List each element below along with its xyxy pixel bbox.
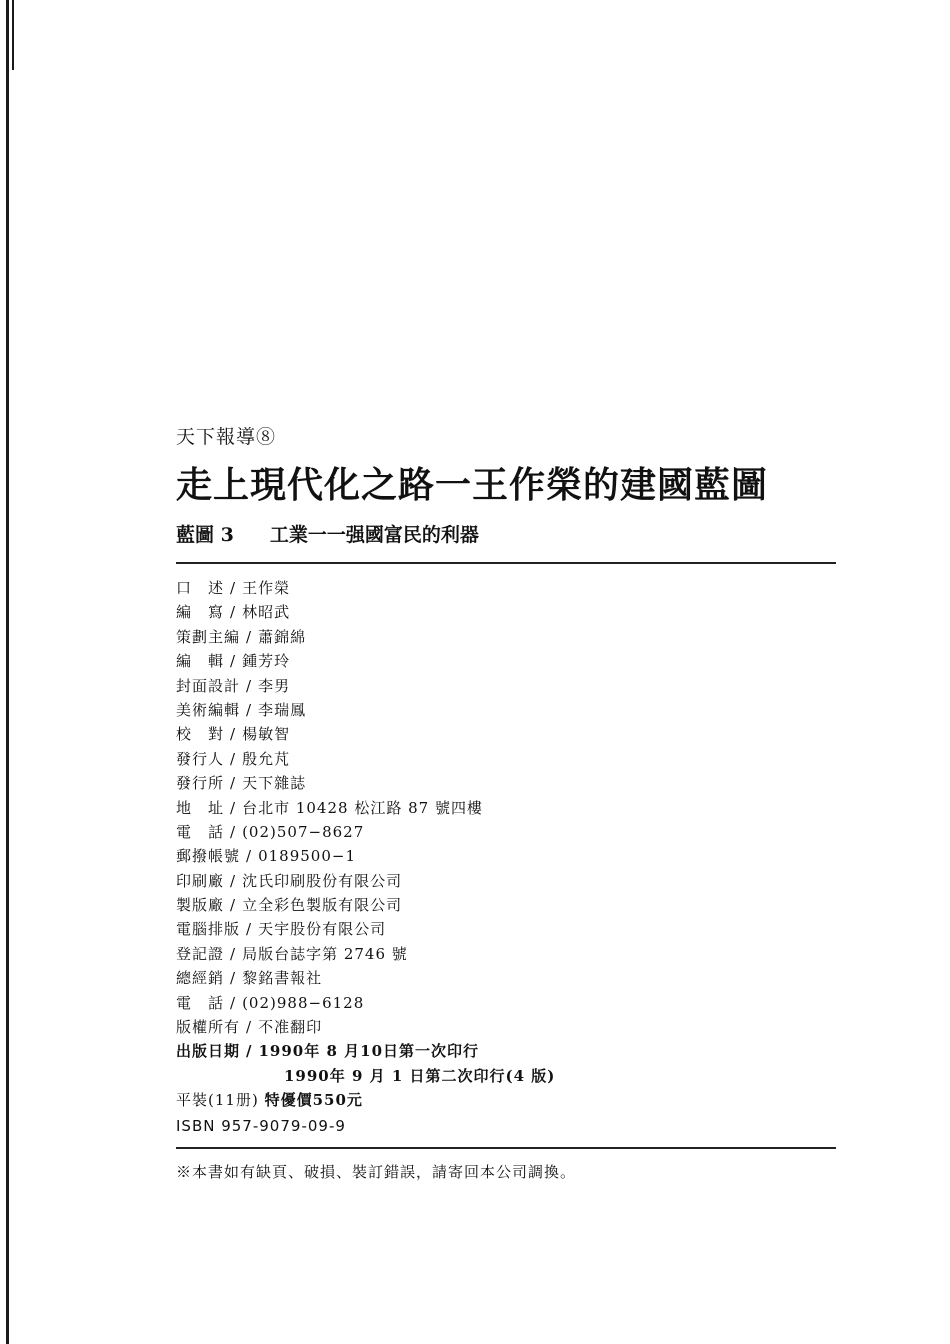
- credit-row: [176, 966, 836, 990]
- credit-value: 蕭錦綿: [258, 627, 307, 646]
- credit-label: 登記證: [176, 944, 225, 963]
- separator: /: [246, 676, 253, 695]
- credit-label: 編 寫: [176, 603, 225, 622]
- credit-value: 0189500−1: [258, 847, 356, 866]
- credit-row: [176, 796, 836, 820]
- credit-label: 口 述: [176, 579, 225, 597]
- binding-edge: [0, 0, 18, 1344]
- separator: /: [230, 798, 237, 817]
- second-printing-row: [176, 1064, 836, 1088]
- separator: /: [246, 700, 253, 719]
- credit-value: 王作榮: [242, 579, 291, 597]
- binding-format: 平裝(11册): [176, 1091, 259, 1110]
- replacement-note: ※本書如有缺頁、破損、裝訂錯誤，請寄回本公司調換。: [176, 1162, 577, 1181]
- separator: /: [230, 969, 237, 988]
- credit-row: [176, 625, 836, 649]
- separator: /: [246, 627, 253, 646]
- separator: /: [246, 920, 253, 939]
- credit-row: [176, 991, 836, 1015]
- credit-row: [176, 893, 836, 917]
- credit-value: 天宇股份有限公司: [258, 920, 387, 939]
- credit-value: 林昭武: [242, 603, 291, 622]
- credit-label: 版權所有: [176, 1018, 241, 1037]
- isbn: ISBN 957-9079-09-9: [176, 1116, 346, 1135]
- credit-row: [176, 917, 836, 941]
- separator: /: [246, 1042, 253, 1061]
- credit-label: 封面設計: [176, 676, 241, 695]
- credit-label: 總經銷: [176, 969, 225, 988]
- credit-label: 美術編輯: [176, 700, 241, 719]
- credit-label: 製版廠: [176, 896, 225, 915]
- credit-row: [176, 747, 836, 771]
- credit-row: [176, 722, 836, 746]
- credit-row: [176, 674, 836, 698]
- credit-label: 編 輯: [176, 652, 225, 671]
- credit-value: 立全彩色製版有限公司: [242, 896, 403, 915]
- volume-number: 藍圖 3: [176, 524, 234, 546]
- credit-value: 不准翻印: [258, 1018, 323, 1037]
- colophon: [176, 420, 836, 1185]
- credit-label: 地 址: [176, 798, 225, 817]
- separator: /: [230, 993, 237, 1012]
- credit-value: (02)988−6128: [242, 993, 365, 1012]
- credit-value: 楊敏智: [242, 725, 291, 744]
- series-name: 天下報導⑧: [176, 426, 277, 448]
- credit-row: [176, 820, 836, 844]
- book-title: 走上現代化之路一王作榮的建國藍圖: [176, 464, 769, 506]
- separator: /: [230, 896, 237, 915]
- credit-value: (02)507−8627: [242, 822, 365, 841]
- separator: /: [246, 1018, 253, 1037]
- credit-row: [176, 649, 836, 673]
- price-row: [176, 1088, 836, 1112]
- separator: /: [246, 847, 253, 866]
- separator: /: [230, 725, 237, 744]
- credit-value: 鍾芳玲: [242, 652, 291, 671]
- credit-row: [176, 942, 836, 966]
- special-price: 特優價550元: [264, 1091, 363, 1110]
- credit-label: 電腦排版: [176, 920, 241, 939]
- credit-value: 沈氏印刷股份有限公司: [242, 871, 403, 890]
- credit-label: 發行所: [176, 774, 225, 793]
- separator: /: [230, 603, 237, 622]
- credit-row: [176, 771, 836, 795]
- credit-value: 天下雜誌: [242, 774, 307, 793]
- bottom-rule: [176, 1147, 836, 1149]
- credit-row: [176, 698, 836, 722]
- credit-row: [176, 576, 836, 600]
- first-printing: 1990年 8 月10日第一次印行: [258, 1042, 480, 1061]
- credit-label: 電 話: [176, 822, 225, 841]
- top-rule: [176, 562, 836, 564]
- volume-topic: 工業一一强國富民的利器: [269, 524, 479, 546]
- credit-row: [176, 600, 836, 624]
- credit-label: 電 話: [176, 993, 225, 1012]
- credit-value: 台北市 10428 松江路 87 號四樓: [242, 798, 483, 817]
- separator: /: [230, 652, 237, 671]
- credit-row: [176, 869, 836, 893]
- separator: /: [230, 871, 237, 890]
- publication-date-row: [176, 1039, 836, 1063]
- credit-label: 印刷廠: [176, 871, 225, 890]
- separator: /: [230, 749, 237, 768]
- separator: /: [230, 822, 237, 841]
- credit-value: 局版台誌字第 2746 號: [242, 944, 408, 963]
- volume-subtitle: [176, 520, 836, 550]
- credit-row: [176, 1015, 836, 1039]
- credit-row: [176, 844, 836, 868]
- separator: /: [230, 579, 237, 597]
- credit-value: 黎銘書報社: [242, 969, 323, 988]
- separator: /: [230, 774, 237, 793]
- credit-label: 校 對: [176, 725, 225, 744]
- credit-value: 殷允芃: [242, 749, 291, 768]
- publication-label: 出版日期: [176, 1042, 241, 1061]
- credit-label: 策劃主編: [176, 627, 241, 646]
- credit-label: 郵撥帳號: [176, 847, 241, 866]
- second-printing: 1990年 9 月 1 日第二次印行(4 版): [284, 1066, 556, 1085]
- credit-label: 發行人: [176, 749, 225, 768]
- separator: /: [230, 944, 237, 963]
- credit-value: 李瑞鳳: [258, 700, 307, 719]
- credit-value: 李男: [258, 676, 291, 695]
- credits-list: [176, 576, 836, 1113]
